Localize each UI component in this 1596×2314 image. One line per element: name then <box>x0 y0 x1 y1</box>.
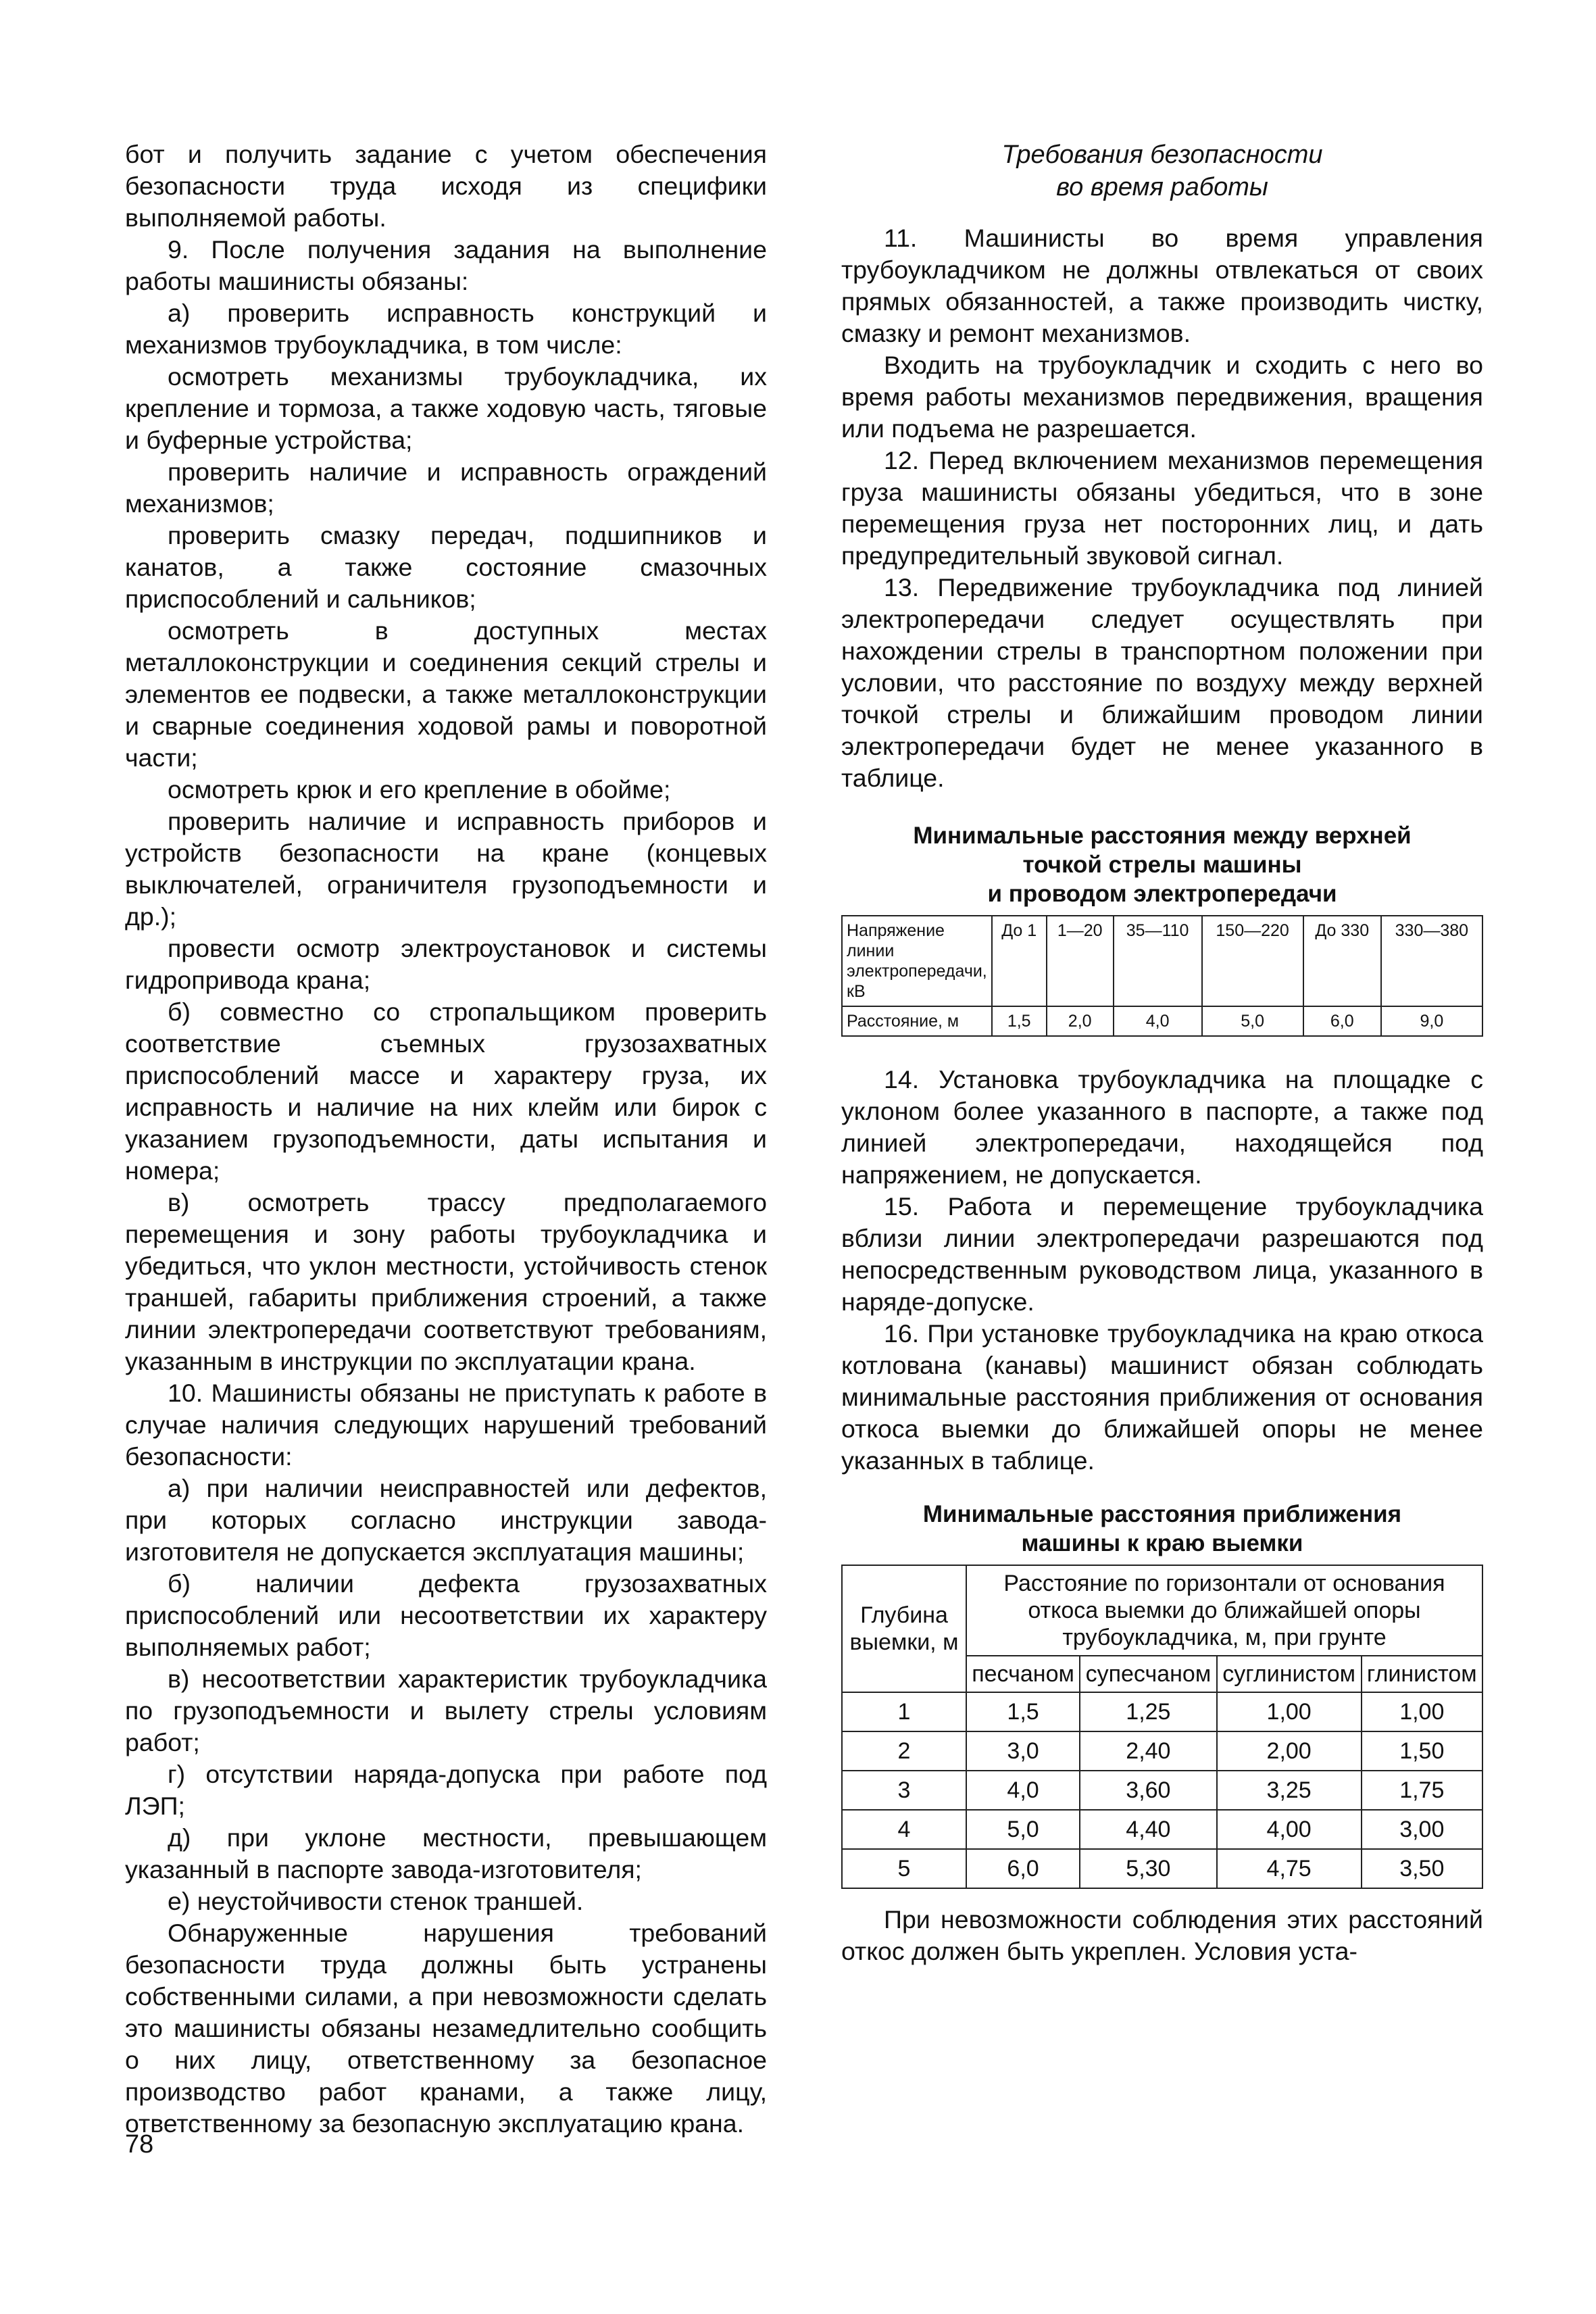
paragraph-13: 13. Передвижение трубоукладчика под линией электропередачи следует осуществлять при нахождении стрелы в транспортном положении при условии, что расстояние по воздуху между верхней точкой стрелы и ближайшим проводом линии электропередачи будет не менее указанного в таблице. <box>841 573 1483 792</box>
table-cell: 9,0 <box>1381 1006 1482 1036</box>
soil-header: супесчаном <box>1080 1656 1217 1692</box>
table-cell: 150—220 <box>1202 916 1303 1006</box>
paragraph: осмотреть крюк и его крепление в обойме; <box>168 775 671 804</box>
paragraph: 10. Машинисты обязаны не приступать к работе в случае наличия следующих нарушений требований безопасности: <box>125 1379 767 1471</box>
table-cell-label: Напряжение линии электропередачи, кВ <box>842 916 992 1006</box>
table-cell: 1,5 <box>966 1692 1080 1731</box>
table-cell: 5,0 <box>966 1810 1080 1849</box>
paragraph: а) при наличии неисправностей или дефектов, при которых согласно инструкции завода-изготовителя не допускается эксплуатация машины; <box>125 1474 767 1566</box>
depth-header: Глубина выемки, м <box>842 1565 966 1692</box>
table-cell: 2 <box>842 1731 966 1771</box>
soil-header: песчаном <box>966 1656 1080 1692</box>
table-cell: 1,5 <box>992 1006 1047 1036</box>
table-row <box>842 1771 1482 1810</box>
table-cell: 3,50 <box>1362 1849 1482 1888</box>
paragraph-11: 11. Машинисты во время управления трубоукладчиком не должны отвлекаться от своих прямых обязанностей, а также производить чистку, смазку и ремонт механизмов. <box>841 224 1483 347</box>
paragraph-11-continued: Входить на трубоукладчик и сходить с него во время работы механизмов передвижения, вращения или подъема не разрешается. <box>841 351 1483 443</box>
table-cell: 2,00 <box>1217 1731 1362 1771</box>
table-row <box>842 1849 1482 1888</box>
table-cell: 4,40 <box>1080 1810 1217 1849</box>
paragraph: проверить смазку передач, подшипников и канатов, а также состояние смазочных приспособлений и сальников; <box>125 521 767 613</box>
table-cell: 1 <box>842 1692 966 1731</box>
paragraph-16: 16. При установке трубоукладчика на краю откоса котлована (канавы) машинист обязан соблюдать минимальные расстояния приближения от основания откоса выемки до ближайшей опоры не менее указанных в таблице. <box>841 1319 1483 1475</box>
table-cell: 2,0 <box>1047 1006 1114 1036</box>
paragraph: г) отсутствии наряда-допуска при работе под ЛЭП; <box>125 1760 767 1820</box>
table-cell: 5,0 <box>1202 1006 1303 1036</box>
table1-title: Минимальные расстояния между верхней точкой стрелы машины и проводом электропередачи <box>913 822 1412 907</box>
table-row <box>842 1731 1482 1771</box>
table-cell: 6,0 <box>966 1849 1080 1888</box>
table-cell: 4,0 <box>966 1771 1080 1810</box>
paragraph: б) совместно со стропальщиком проверить соответствие съемных грузозахватных приспособлений массе и характеру груза, их исправность и наличие на них клейм или бирок с указанием грузоподъемности, даты испытания и номера; <box>125 998 767 1185</box>
table-cell: 6,0 <box>1303 1006 1381 1036</box>
table-row <box>842 916 1482 1006</box>
voltage-distance-table <box>841 915 1483 1037</box>
table-cell: 3,25 <box>1217 1771 1362 1810</box>
table-cell: 2,40 <box>1080 1731 1217 1771</box>
table-cell: 1,50 <box>1362 1731 1482 1771</box>
paragraph: бот и получить задание с учетом обеспечения безопасности труда исходя из специфики выполняемой работы. <box>125 140 767 232</box>
right-column <box>841 139 1483 1967</box>
table-cell: 35—110 <box>1114 916 1202 1006</box>
table-row <box>842 1006 1482 1036</box>
section-heading: Требования безопасности во время работы <box>1001 141 1323 201</box>
paragraph: проверить наличие и исправность ограждений механизмов; <box>125 458 767 518</box>
paragraph: проверить наличие и исправность приборов и устройств безопасности на кране (концевых выключателей, ограничителя грузоподъемности и др.); <box>125 807 767 931</box>
table-cell: 4 <box>842 1810 966 1849</box>
table-cell: 3 <box>842 1771 966 1810</box>
paragraph: осмотреть механизмы трубоукладчика, их крепление и тормоза, а также ходовую часть, тяговые и буферные устройства; <box>125 362 767 454</box>
table-cell: До 1 <box>992 916 1047 1006</box>
table-cell: 4,0 <box>1114 1006 1202 1036</box>
paragraph: Обнаруженные нарушения требований безопасности труда должны быть устранены собственными силами, а при невозможности сделать это машинисты обязаны незамедлительно сообщить о них лицу, ответственному за безопасное производство работ кранами, а также лицу, ответственному за безопасную эксплуатацию крана. <box>125 1919 767 2138</box>
table-cell: 5 <box>842 1849 966 1888</box>
paragraph: осмотреть в доступных местах металлоконструкции и соединения секций стрелы и элементов ее подвески, а также металлоконструкции и сварные соединения ходовой рамы и поворотной части; <box>125 616 767 772</box>
table-cell: 3,00 <box>1362 1810 1482 1849</box>
table-row <box>842 1810 1482 1849</box>
table-cell: 1,75 <box>1362 1771 1482 1810</box>
table-cell: До 330 <box>1303 916 1381 1006</box>
paragraph: д) при уклоне местности, превышающем указанный в паспорте завода-изготовителя; <box>125 1823 767 1884</box>
paragraph: е) неустойчивости стенок траншей. <box>168 1887 584 1915</box>
paragraph: а) проверить исправность конструкций и механизмов трубоукладчика, в том числе: <box>125 299 767 359</box>
distance-header: Расстояние по горизонтали от основания откоса выемки до ближайшей опоры трубоукладчика, м, при грунте <box>966 1565 1482 1656</box>
table-cell: 4,00 <box>1217 1810 1362 1849</box>
table-cell: 1,00 <box>1217 1692 1362 1731</box>
paragraph-14: 14. Установка трубоукладчика на площадке с уклоном более указанного в паспорте, а также под линией электропередачи, находящейся под напряжением, не допускается. <box>841 1065 1483 1189</box>
table-row <box>842 1692 1482 1731</box>
table2-title: Минимальные расстояния приближения машины к краю выемки <box>922 1501 1402 1556</box>
table-header-row <box>842 1565 1482 1656</box>
table-cell-label: Расстояние, м <box>842 1006 992 1036</box>
page-number: 78 <box>125 2130 154 2159</box>
soil-header: суглинистом <box>1217 1656 1362 1692</box>
paragraph: в) несоответствии характеристик трубоукладчика по грузоподъемности и вылету стрелы условиям работ; <box>125 1665 767 1756</box>
table-cell: 5,30 <box>1080 1849 1217 1888</box>
table-cell: 1,00 <box>1362 1692 1482 1731</box>
paragraph: 9. После получения задания на выполнение работы машинисты обязаны: <box>125 235 767 295</box>
left-column <box>125 139 767 2140</box>
paragraph-12: 12. Перед включением механизмов перемещения груза машинисты обязаны убедиться, что в зоне перемещения груза нет посторонних лиц, и дать предупредительный звуковой сигнал. <box>841 446 1483 570</box>
excavation-distance-table <box>841 1565 1483 1889</box>
table-cell: 330—380 <box>1381 916 1482 1006</box>
paragraph: б) наличии дефекта грузозахватных приспособлений или несоответствии их характеру выполняемых работ; <box>125 1569 767 1661</box>
soil-header: глинистом <box>1362 1656 1482 1692</box>
paragraph-15: 15. Работа и перемещение трубоукладчика вблизи линии электропередачи разрешаются под непосредственным руководством лица, указанного в наряде-допуске. <box>841 1192 1483 1316</box>
table-cell: 4,75 <box>1217 1849 1362 1888</box>
paragraph-last: При невозможности соблюдения этих расстояний откос должен быть укреплен. Условия уста- <box>841 1905 1483 1965</box>
table-cell: 1,25 <box>1080 1692 1217 1731</box>
paragraph: в) осмотреть трассу предполагаемого перемещения и зону работы трубоукладчика и убедиться, что уклон местности, устойчивость стенок траншей, габариты приближения строений, а также линии электропередачи соответствуют требованиям, указанным в инструкции по эксплуатации крана. <box>125 1188 767 1375</box>
table-cell: 3,60 <box>1080 1771 1217 1810</box>
table-cell: 3,0 <box>966 1731 1080 1771</box>
table-cell: 1—20 <box>1047 916 1114 1006</box>
paragraph: провести осмотр электроустановок и системы гидропривода крана; <box>125 934 767 994</box>
